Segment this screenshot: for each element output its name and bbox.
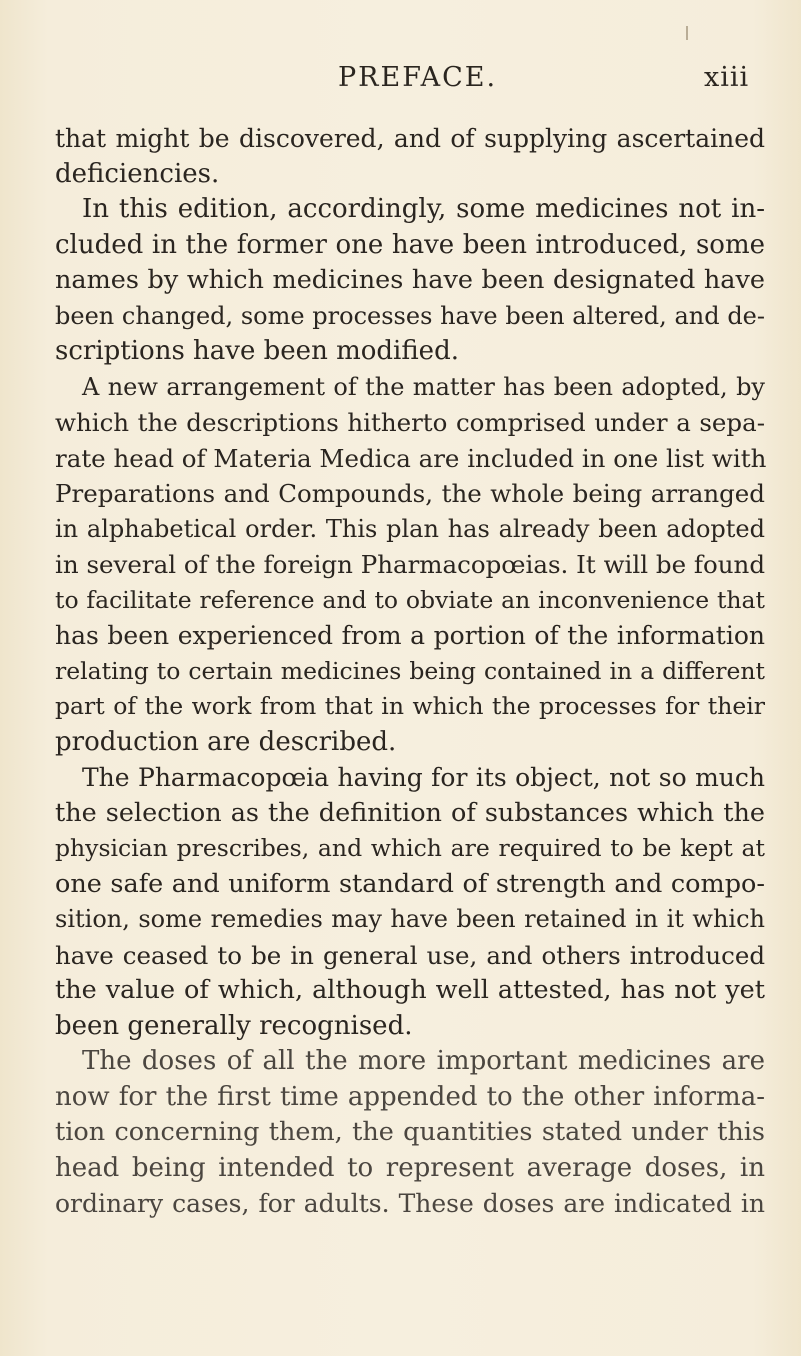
text-line: ordinary cases, for adults. These doses are indicated in: [55, 1189, 765, 1218]
text-line: part of the work from that in which the processes for their: [55, 692, 765, 720]
text-line: The Pharmacopœia having for its object, not so much: [82, 763, 765, 792]
body-text: [55, 121, 765, 1222]
text-line: now for the first time appended to the other informa-: [55, 1081, 765, 1112]
text-line: The doses of all the more important medicines are: [82, 1046, 765, 1076]
text-line: that might be discovered, and of supplying ascertained: [55, 124, 765, 153]
text-line: been generally recognised.: [55, 1010, 413, 1041]
text-line: Preparations and Compounds, the whole being arranged: [55, 479, 765, 508]
text-line: in alphabetical order. This plan has already been adopted: [55, 514, 765, 543]
text-line: one safe and uniform standard of strength and compo-: [55, 868, 765, 899]
text-line: cluded in the former one have been introduced, some: [55, 229, 765, 260]
text-line: have ceased to be in general use, and others introduced: [55, 940, 765, 970]
text-line: In this edition, accordingly, some medicines not in-: [82, 194, 765, 224]
text-line: rate head of Materia Medica are included in one list with: [55, 443, 767, 473]
text-line: the value of which, although well attested, has not yet: [55, 975, 765, 1005]
text-line: which the descriptions hitherto comprised under a sepa-: [55, 408, 765, 437]
text-line: sition, some remedies may have been retained in it which: [55, 905, 765, 933]
text-line: names by which medicines have been designated have: [55, 265, 765, 295]
text-line: the selection as the definition of substances which the: [55, 797, 765, 828]
margin-mark: [686, 26, 688, 40]
text-line: has been experienced from a portion of the information: [55, 621, 765, 650]
text-line: physician prescribes, and which are required to be kept at: [55, 834, 765, 862]
text-line: relating to certain medicines being contained in a different: [55, 656, 765, 685]
running-title: PREFACE.: [338, 62, 498, 93]
text-line: scriptions have been modified.: [55, 336, 459, 366]
text-line: A new arrangement of the matter has been adopted, by: [82, 372, 765, 401]
page-number: xiii: [704, 62, 750, 93]
text-line: to facilitate reference and to obviate an inconvenience that: [55, 585, 765, 614]
text-line: tion concerning them, the quantities stated under this: [55, 1117, 765, 1147]
text-line: in several of the foreign Pharmacopœias. It will be found: [55, 550, 765, 579]
text-line: deficiencies.: [55, 158, 220, 189]
text-line: production are described.: [55, 726, 397, 757]
text-line: head being intended to represent average doses, in: [55, 1152, 765, 1183]
page-header: [0, 62, 801, 102]
text-line: been changed, some processes have been altered, and de-: [55, 301, 765, 330]
